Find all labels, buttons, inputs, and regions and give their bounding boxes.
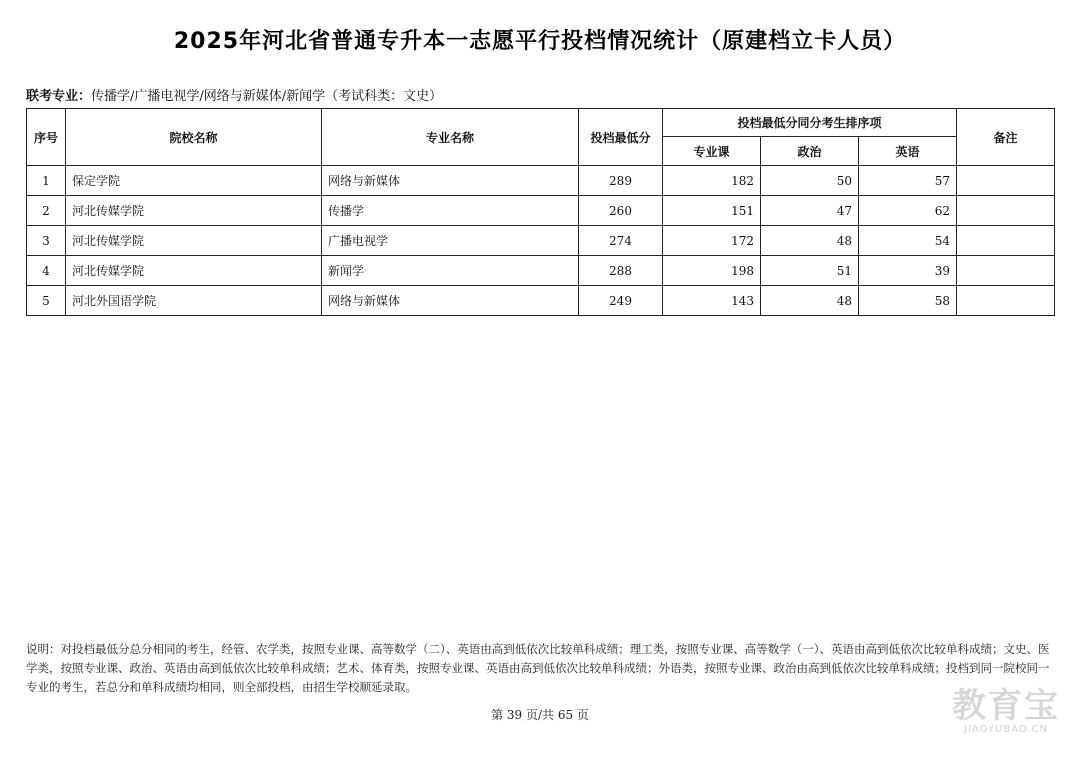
header-english: 英语: [859, 137, 957, 166]
cell-school: 河北外国语学院: [66, 286, 322, 316]
cell-english: 57: [859, 166, 957, 196]
cell-min-score: 260: [579, 196, 663, 226]
cell-seq: 5: [27, 286, 66, 316]
cell-major: 网络与新媒体: [322, 286, 579, 316]
cell-prof-course: 198: [663, 256, 761, 286]
cell-politics: 48: [761, 286, 859, 316]
cell-english: 62: [859, 196, 957, 226]
table-row: [27, 286, 1055, 316]
cell-politics: 48: [761, 226, 859, 256]
watermark-en: JIAOYUBAO.CN: [964, 724, 1048, 735]
cell-min-score: 289: [579, 166, 663, 196]
cell-major: 新闻学: [322, 256, 579, 286]
cell-school: 保定学院: [66, 166, 322, 196]
cell-major: 广播电视学: [322, 226, 579, 256]
cell-seq: 1: [27, 166, 66, 196]
header-prof-course: 专业课: [663, 137, 761, 166]
cell-min-score: 249: [579, 286, 663, 316]
cell-remarks: [957, 286, 1055, 316]
exam-major-line: [26, 85, 442, 104]
cell-min-score: 274: [579, 226, 663, 256]
cell-major: 网络与新媒体: [322, 166, 579, 196]
exam-major-value: 传播学/广播电视学/网络与新媒体/新闻学（考试科类：文史）: [91, 89, 443, 104]
page-number: 第 39 页/共 65 页: [491, 708, 589, 722]
cell-seq: 4: [27, 256, 66, 286]
table-row: [27, 196, 1055, 226]
cell-remarks: [957, 256, 1055, 286]
admission-table: [26, 108, 1055, 316]
cell-remarks: [957, 166, 1055, 196]
header-school: 院校名称: [66, 109, 322, 166]
table-row: [27, 256, 1055, 286]
cell-remarks: [957, 226, 1055, 256]
header-tie-group: 投档最低分同分考生排序项: [663, 109, 957, 137]
cell-seq: 2: [27, 196, 66, 226]
header-remarks: 备注: [957, 109, 1055, 166]
cell-remarks: [957, 196, 1055, 226]
table-row: [27, 226, 1055, 256]
cell-seq: 3: [27, 226, 66, 256]
watermark-cn: 教育宝: [952, 686, 1060, 726]
cell-english: 58: [859, 286, 957, 316]
table-row: [27, 166, 1055, 196]
cell-school: 河北传媒学院: [66, 256, 322, 286]
header-major: 专业名称: [322, 109, 579, 166]
header-politics: 政治: [761, 137, 859, 166]
cell-english: 39: [859, 256, 957, 286]
cell-prof-course: 182: [663, 166, 761, 196]
watermark-logo: [952, 688, 1060, 735]
cell-school: 河北传媒学院: [66, 226, 322, 256]
cell-major: 传播学: [322, 196, 579, 226]
cell-min-score: 288: [579, 256, 663, 286]
cell-politics: 50: [761, 166, 859, 196]
cell-english: 54: [859, 226, 957, 256]
cell-prof-course: 143: [663, 286, 761, 316]
cell-politics: 47: [761, 196, 859, 226]
cell-prof-course: 151: [663, 196, 761, 226]
cell-politics: 51: [761, 256, 859, 286]
header-seq: 序号: [27, 109, 66, 166]
page-title: 2025年河北省普通专升本一志愿平行投档情况统计（原建档立卡人员）: [173, 29, 907, 54]
explanation-note: 说明：对投档最低分总分相同的考生，经管、农学类，按照专业课、高等数学（二）、英语由高到低依次比较单科成绩；理工类，按照专业课、高等数学（一）、英语由高到低依次比较单科成绩；文史、医学类，按照专业课、政治、英语由高到低依次比较单科成绩；艺术、体育类，按照专业课、英语由高到低依次比较单科成绩；外语类，按照专业课、政治由高到低依次比较单科成绩；投档到同一院校同一专业的考生，若总分和单科成绩均相同，则全部投档，由招生学校顺延录取。: [26, 642, 1050, 694]
header-min-score: 投档最低分: [579, 109, 663, 166]
exam-major-label: 联考专业：: [26, 89, 92, 104]
cell-school: 河北传媒学院: [66, 196, 322, 226]
cell-prof-course: 172: [663, 226, 761, 256]
